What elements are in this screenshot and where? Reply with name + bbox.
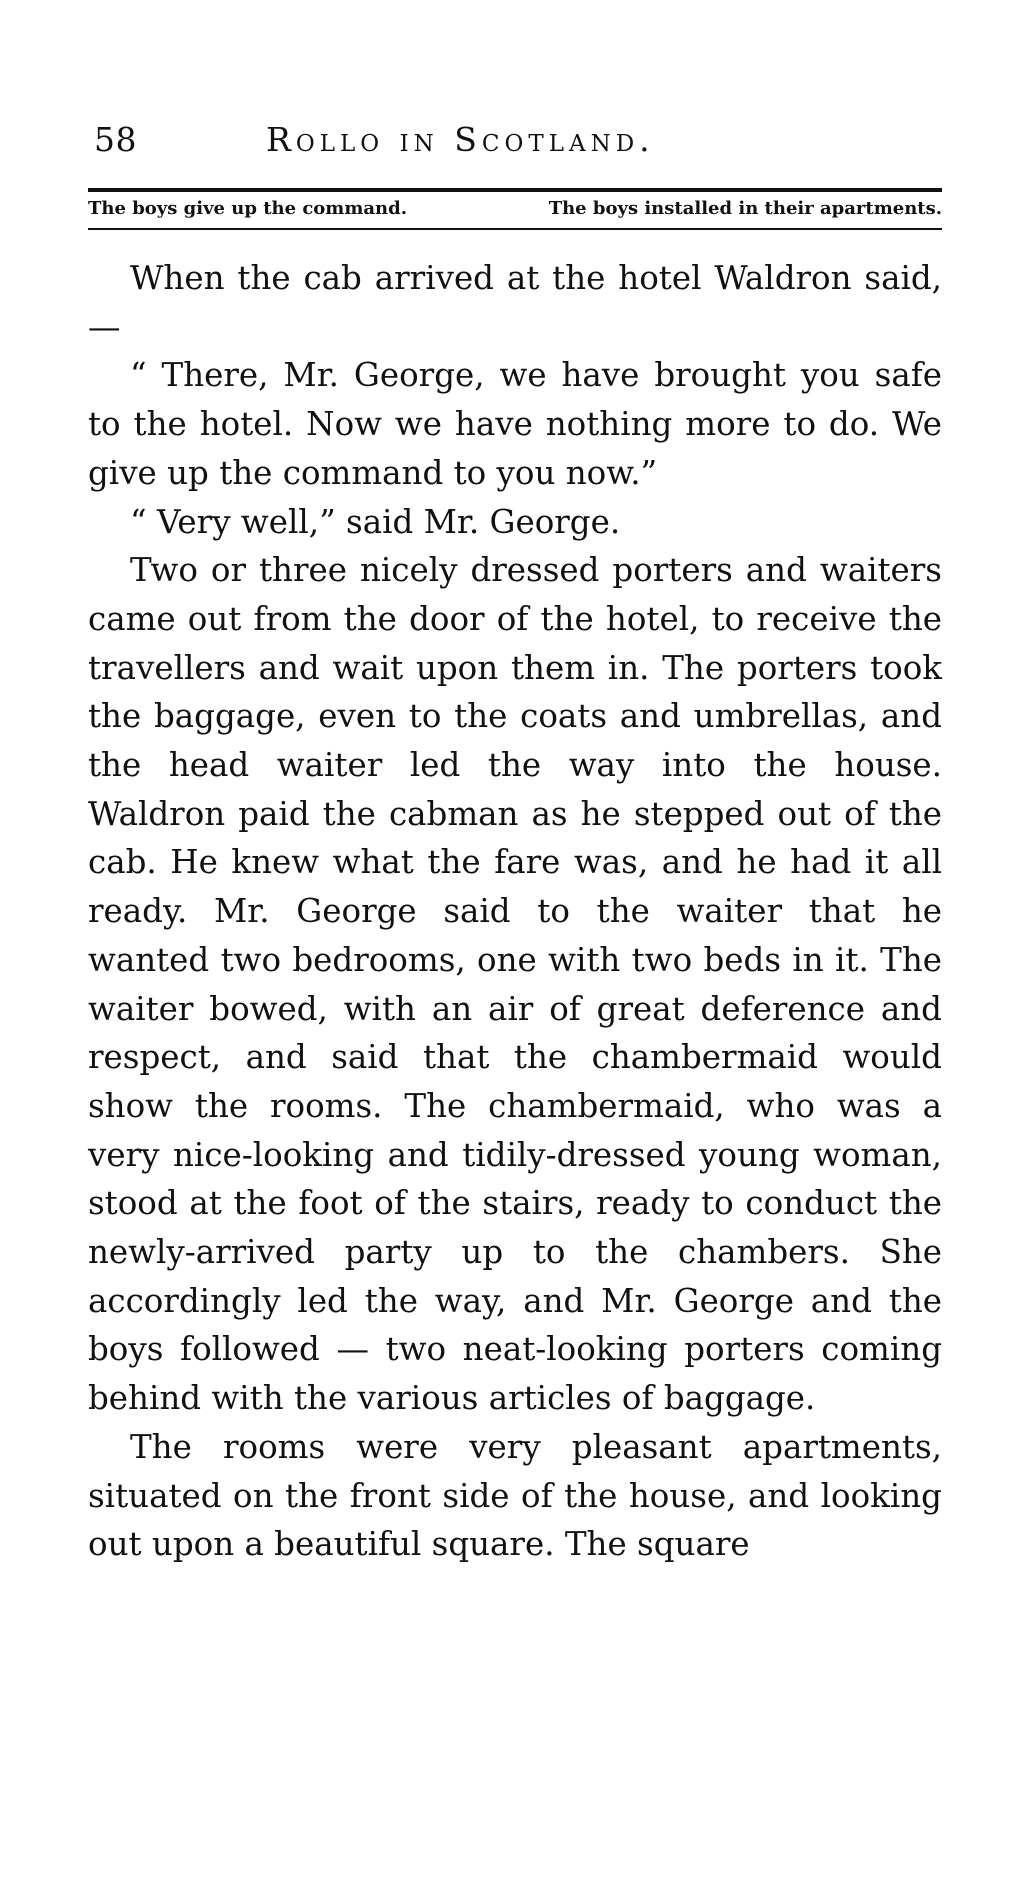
subhead-left: The boys give up the command.: [88, 198, 407, 219]
running-title: Rollo in Scotland.: [266, 120, 655, 159]
book-page: [88, 112, 942, 1569]
page-header: [88, 112, 942, 174]
section-subheads: [88, 192, 942, 228]
body-text: [88, 254, 942, 1569]
paragraph: The rooms were very pleasant apartments, situated on the front side of the house, and looking out upon a beautiful square. The square: [88, 1427, 942, 1564]
paragraph: When the cab arrived at the hotel Waldron said, —: [88, 259, 942, 346]
page-number: 58: [94, 120, 137, 159]
paragraph: “ There, Mr. George, we have brought you safe to the hotel. Now we have nothing more to do. We give up the command to you now.”: [88, 356, 942, 492]
subhead-right: The boys installed in their apartments.: [548, 198, 942, 219]
paragraph: Two or three nicely dressed porters and waiters came out from the door of the hotel, to receive the travellers and wait upon them in. The porters took the baggage, even to the coats and umbrellas, and the head waiter led the way into the house. Waldron paid the cabman as he stepped out of the cab. He knew what the fare was, and he had it all ready. Mr. George said to the waiter that he wanted two bedrooms, one with two beds in it. The waiter bowed, with an air of great deference and respect, and said that the chambermaid would show the rooms. The chambermaid, who was a very nice-looking and tidily-dressed young woman, stood at the foot of the stairs, ready to conduct the newly-arrived party up to the chambers. She accordingly led the way, and Mr. George and the boys followed — two neat-looking porters coming behind with the various articles of baggage.: [88, 551, 942, 1418]
header-rule-bottom: [88, 228, 942, 230]
paragraph: “ Very well,” said Mr. George.: [130, 502, 621, 541]
